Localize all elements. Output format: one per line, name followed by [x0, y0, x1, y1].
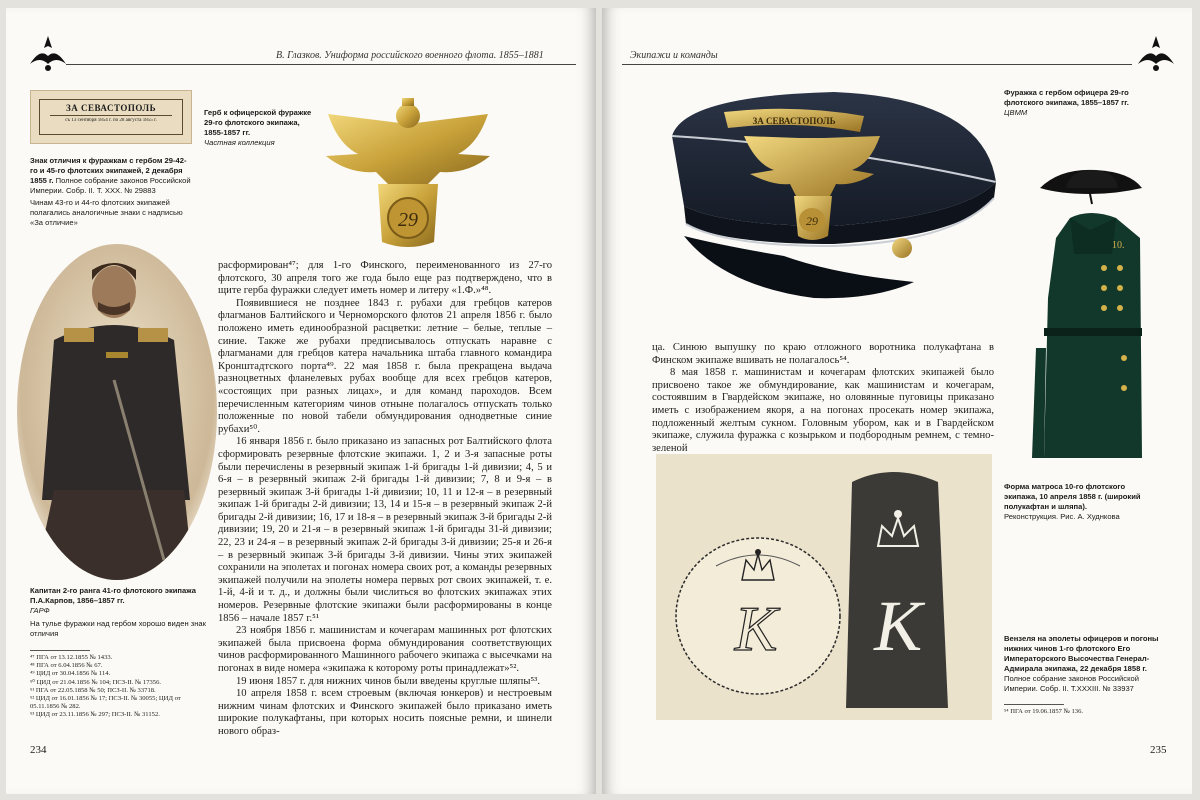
cipher-caption-title: Вензеля на эполеты офицеров и погоны нижних чинов 1-го флотского Его Императорского Высочества Генерал-Адмирала экипажа, 22 декабря 1858 г.: [1004, 634, 1159, 673]
uniform-button-icon: [1121, 385, 1127, 391]
footnote: ⁵¹ ПГА от 22.05.1858 № 50; ПСЗ-II. № 33718.: [30, 686, 156, 694]
fleur-ornament-icon: [1134, 34, 1178, 74]
footnote: ⁴⁸ ПГА от 6.04.1856 № 67.: [30, 662, 103, 670]
uniform-button-icon: [1101, 265, 1107, 271]
paragraph: 8 мая 1858 г. машинистам и кочегарам флотских экипажей было присвоено такое же обмундирование, как машинистам и кочегарам, состоявшим в Гвардейском экипаже, но оловянные пуговицы приказано иметь с изображением якоря, а на погонах просекать номер экипажа, подложенный желтым сукном. Головным убором, как и в Гвардейском экипаже, служила фуражка с козырьком и подбородным ремнем, с темно-зеленой: [652, 367, 994, 454]
eagle-caption-source: Частная коллекция: [204, 138, 275, 147]
eagle-number: 29: [398, 209, 418, 231]
footnote-rule: [1004, 704, 1064, 705]
paragraph: ца. Синюю выпушку по краю отложного воротника полукафтана в Финском экипаже вшивать не полагалось⁵⁴.: [652, 342, 994, 366]
cap-caption-source: ЦВММ: [1004, 108, 1028, 117]
footnote: ⁵² ЦИД от 16.01.1856 № 17; ПСЗ-II. № 30055; ЦИД от 05.11.1856 № 282.: [30, 695, 181, 711]
cipher-drawings-image: [656, 454, 992, 720]
uniform-button-icon: [1121, 355, 1127, 361]
right-page: [602, 8, 1192, 794]
running-header: В. Глазков. Униформа российского военного флота. 1855–1881: [276, 50, 544, 61]
footnote: ⁵⁴ ПГА от 19.06.1857 № 136.: [1004, 708, 1084, 715]
uniform-number: 10.: [1112, 240, 1125, 251]
page-number: 235: [1150, 744, 1167, 756]
page-number: 234: [30, 744, 47, 756]
officer-portrait-image: [14, 240, 220, 584]
footnotes-left: [30, 654, 210, 720]
paragraph: Появившиеся не позднее 1843 г. рубахи для гребцов катеров флагманов Балтийского и Черноморского флотов 21 апреля 1856 г. было положено иметь единообразной расцветки: летние – белые, теплые – синие. Также же рубахи предписывалось отпускать наравне с флагманами для гребцов катера начальника штаба главного командира Кронштадтского порта⁴⁹. 22 мая 1858 г. была прекращена выдача разноцветных фланелевых рубах вообще для всех гребцов катеров, «состоящих при разных лицах», и для команд пароходов. Всем перечисленным категориям чинов отныне полагалось отпускать только положенные по новой табели обмундирования однодветные синие рубахи⁵⁰.: [218, 297, 552, 435]
uniform-button-icon: [1117, 305, 1123, 311]
fleur-ornament-icon: [26, 34, 70, 74]
portrait-caption-source: ГАРФ: [30, 606, 50, 615]
paragraph: 16 января 1856 г. было приказано из запасных рот Балтийского флота сформировать резервные флотские экипажи. 1, 2 и 3-я запасные роты были перечислены в резервный экипаж 1-й бригады 1-й дивизии; 4, 5 и 6-я – в резервный экипаж 2-й бригады 1-й дивизии; 7, 8 и 9-я – в резервный экипаж 3-й бригады 1-й дивизии; 10, 11 и 12-я – в резервный экипаж 1-й бригады 2-й дивизии; 13, 14 и 15-я – в резервный экипаж 2-й бригады 2-й дивизии; 16, 17 и 18-я – в резервный экипаж 3-й бригады 2-й дивизии; 19, 20 и 21-я – в резервный экипаж 1-й бригады 31-й дивизии; 22, 23 и 24-я – в резервный экипаж 2-й бригады 3-й дивизии; 25-я и 26-я – в резервный экипаж 3-й бригады 3-й дивизии. Чины этих экипажей сохранили на эполетах и погонах номера своих рот, а команды резервных экипажей получили на эполеты номера первых рот своих экипажей, т. е. 1-й, 4-й и т. д., и должны были числиться во флотских экипажах этих номеров. Резервные флотские экипажи были расформированы в конце 1856 – начале 1857 г.⁵¹: [218, 436, 552, 624]
cipher-letter-right: К: [874, 586, 922, 666]
eagle-caption: [204, 108, 316, 148]
body-text-left: [218, 260, 552, 739]
left-page: [6, 8, 596, 794]
portrait-caption: [30, 586, 210, 639]
paragraph: расформирован⁴⁷; для 1-го Финского, переименованного из 27-го флотского, 30 апреля того же года было еще раз подтверждено, что в щите герба фуражки следует иметь номер и литеру «1.Ф.»⁴⁸.: [218, 260, 552, 297]
badge-plaque-line2: съ 13 сентября 1854 г. по 28 августа 1855 г.: [65, 118, 157, 123]
uniform-button-icon: [1117, 265, 1123, 271]
eagle-caption-title: Герб к офицерской фуражке 29-го флотского экипажа, 1855-1857 гг.: [204, 108, 312, 137]
badge-plaque-image: [30, 90, 192, 144]
cap-band-text: ЗА СЕВАСТОПОЛЬ: [752, 116, 836, 126]
paragraph: 23 ноября 1856 г. машинистам и кочегарам машинных рот флотских экипажей была присвоена форма обмундирования соответствующих чинов расформированного Машинного рабочего экипажа с высечками на погонах в виде номера «экипажа к которому роты принадлежат»⁵².: [218, 625, 552, 674]
footnote-rule: [30, 650, 90, 651]
footnote: ⁴⁷ ПГА от 13.12.1855 № 1433.: [30, 654, 113, 661]
footnote: ⁴⁹ ЦИД от 30.04.1856 № 114.: [30, 670, 111, 678]
uniform-button-icon: [1101, 305, 1107, 311]
cap-caption-title: Фуражка с гербом офицера 29-го флотского экипажа, 1855–1857 гг.: [1004, 88, 1129, 107]
running-header: Экипажи и команды: [630, 50, 718, 61]
cipher-caption: [1004, 634, 1164, 694]
header-rule: [66, 64, 576, 65]
cipher-caption-source: Полное собрание законов Российской Империи. Собр. II. Т.XXXIII. № 33937: [1004, 674, 1139, 693]
badge-caption-title: Знак отличия к фуражкам с гербом 29-42-го и 45-го флотских экипажей, 2 декабря 1855 г.: [30, 156, 187, 185]
paragraph: 10 апреля 1858 г. всем строевым (включая юнкеров) и нестроевым нижним чинам флотских и Финского экипажей было приказано иметь широкие полукафтаны, при которых носить поясные ремни, и шинели нового образ-: [218, 688, 552, 737]
uniform-caption-title: Форма матроса 10-го флотского экипажа, 10 апреля 1858 г. (широкий полукафтан и шляпа).: [1004, 482, 1141, 511]
badge-caption-note: Чинам 43-го и 44-го флотских экипажей полагались аналогичные знаки с надписью «За отличие»: [30, 198, 183, 227]
paragraph: 19 июня 1857 г. для нижних чинов были введены круглые шляпы⁵³.: [236, 675, 540, 687]
portrait-caption-title: Капитан 2-го ранга 41-го флотского экипажа П.А.Карпов, 1856–1857 гг.: [30, 586, 196, 605]
uniform-button-icon: [1117, 285, 1123, 291]
badge-plaque-line1: ЗА СЕВАСТОПОЛЬ: [65, 103, 157, 113]
peaked-cap-image: [664, 86, 1004, 336]
uniform-caption: [1004, 482, 1154, 522]
footnote: ⁵⁰ ЦИД от 21.04.1856 № 104; ПСЗ-II. № 17356.: [30, 678, 162, 686]
gold-eagle-emblem-image: [318, 94, 498, 254]
portrait-caption-note: На тулье фуражки над гербом хорошо виден знак отличия: [30, 619, 206, 638]
badge-caption-source: Полное собрание законов Российской Империи. Собр. II. Т. XXX. № 29883: [30, 176, 191, 195]
uniform-button-icon: [1101, 285, 1107, 291]
sailor-uniform-image: [1020, 158, 1150, 478]
footnote: ⁵³ ЦИД от 23.11.1856 № 297; ПСЗ-II. № 31152.: [30, 711, 160, 719]
body-text-right: [652, 342, 994, 455]
cap-caption: [1004, 88, 1144, 118]
uniform-caption-credit: Реконструкция. Рис. А. Худнкова: [1004, 512, 1120, 521]
badge-caption: [30, 156, 192, 228]
cipher-letter-left: К: [734, 593, 778, 664]
cap-eagle-number: 29: [806, 214, 818, 228]
header-rule: [622, 64, 1132, 65]
